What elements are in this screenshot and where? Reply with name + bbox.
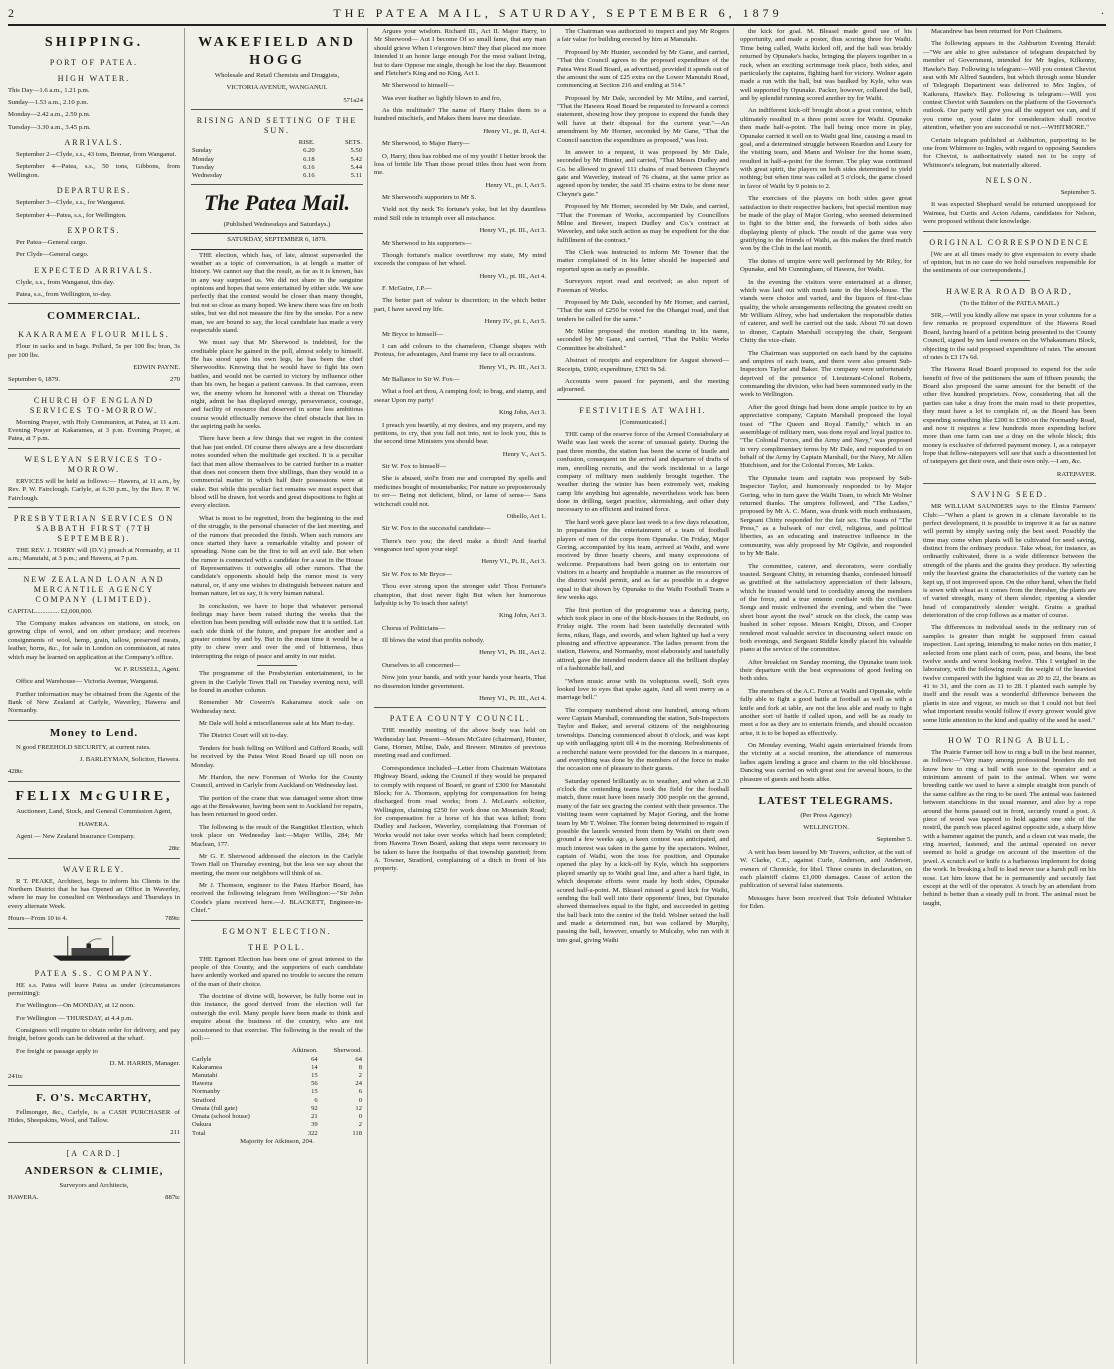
table-cell: 92 bbox=[311, 1104, 318, 1112]
felix-text: Auctioneer, Land, Stock, and General Commission Agent, bbox=[16, 808, 172, 816]
table-cell: 24 bbox=[355, 1080, 362, 1088]
festivities-paragraph: In the evening the visitors were entertained at a dinner, which was laid out with much taste in the block-house. The viands were choice and varied, and the liquors of first-class quality, the whole arrangements reflecting the greatest credit on Mr William Alfrey, who had undertaken the responsible duties of caterer, and well he carried out the task. About 70 sat down to dinner, Captain Marshall occupying the chair, Sergeant Chitty the vice-chair. bbox=[740, 278, 912, 345]
table-row bbox=[191, 1072, 363, 1080]
table-cell: 64 bbox=[311, 1055, 318, 1063]
verse-source: Henry VI., pt. III., Act 3. bbox=[479, 227, 546, 235]
table-row bbox=[191, 1047, 363, 1055]
masthead-title: THE PATEA MAIL, SATURDAY, SEPTEMBER 6, 1879 bbox=[333, 6, 783, 20]
wakefield-address: VICTORIA AVENUE, WANGANUI. bbox=[226, 84, 328, 92]
ss-company-signature: D. M. HARRIS, Manager. bbox=[109, 1060, 180, 1068]
divider bbox=[191, 249, 363, 250]
county-council-heading: PATEA COUNTY COUNCIL. bbox=[389, 714, 531, 724]
ss-company-number: 241tc bbox=[8, 1072, 23, 1080]
verse-line: There's two you; the devil make a third! And fearful vengeance ten! upon your step! bbox=[374, 537, 546, 553]
nelson-heading: NELSON. bbox=[985, 176, 1034, 185]
verse-source: Henry VI., Pt. II., Act 3. bbox=[481, 558, 546, 566]
divider bbox=[8, 858, 180, 859]
table-row bbox=[191, 164, 363, 172]
table-cell: 5.50 bbox=[350, 147, 362, 155]
verse-line: Mr Sherwood to his supporters— bbox=[382, 239, 472, 247]
nz-loan-more: Further information may be obtained from the Agents of the Bank of New Zealand at Carlyle, Waverley, Hawera and Normanby. bbox=[8, 690, 180, 715]
table-row bbox=[191, 1130, 363, 1138]
table-row bbox=[191, 156, 363, 164]
verse-source: Othello, Act 1. bbox=[506, 512, 546, 520]
divider bbox=[8, 781, 180, 782]
presbyterian-text: THE REV. J. TORRY will (D.V.) preach at Normanby, at 11 a.m.; Manutahi, at 3 p.m.; and Hawera, at 7 p.m. bbox=[8, 546, 180, 563]
verse-line: Was ever feather so lightly blown to and fro, bbox=[382, 94, 502, 102]
wakefield-heading: WAKEFIELD AND HOGG bbox=[198, 35, 356, 68]
expected-arrivals-heading: EXPECTED ARRIVALS. bbox=[34, 265, 154, 275]
poll-paragraph: The doctrine of divine will, however, be fully borne out in this instance, the good derived from the election will far outweigh the evil. Many people have been made to think and enquire about the business of the country, who are not accustomed to that exercise. The following is the result of the poll:— bbox=[191, 993, 363, 1042]
table-cell: 0 bbox=[358, 1096, 362, 1104]
editorial-paragraph: What is most to be regretted, from the beginning to the end of the struggle, is the personal character of the last meeting, and of the rumors that preceded the finish. When such rumors are once started they have a remarkable vitality and power of spreading. None can be the first to tell an evil tale. But when the rumor is connected with a candidate for a seat in the House of Representatives it outweighs all other rumors. That the candidate's opponents should help the rumor most is very natural, or, if any one wishes to distinguish between nature and human nature, let us say, it is very human natural. bbox=[191, 514, 363, 598]
card-label: [A CARD.] bbox=[66, 1148, 122, 1158]
editorial-paragraph: We must say that Mr Sherwood is indebted, for the creditable place he gained in the poll, almost solely to himself. He has stood upon his own legs, he has been the chief Sherwoodite. Knowing that he would have to fight his own battles, and would not be carried to victory by influence other than his own, he began a patient canvass. In that canvass, even we, the enemy whom he honored with a threat on Thursday night, admit he has displayed energy, perseverance, courage, and facility of resource that deserved in some less ambitious course would effectually remove the chief obstacle that lies in the aspiring path he seeks. bbox=[191, 339, 363, 431]
festivities-paragraph: The exercises of the players on both sides gave great satisfaction to their respective backers, but special mention may be made of the play of Major Goring, who seemed determined to fight to the bitter end, the forwards of both sides also displaying plenty of pluck. The result of the game was very gratifying to the friends of Waihi, as this makes the third match won by the Club in the last month. bbox=[740, 195, 912, 253]
verse-source: King John, Act 3. bbox=[499, 409, 546, 417]
table-header: RISE. bbox=[298, 139, 315, 147]
verse-source: Henry VI., Pt. III., Act 3. bbox=[479, 363, 546, 371]
festivities-paragraph: The committee, caterer, and decorators, were cordially toasted. Sergeant Chitty, in returning thanks, confessed himself as gratified at the satisfactory appreciation of their labours, which he trusted would tend to cordiality among the members of the force, and a true entente cordiale with the civilians. Songs and music enlivened the evening, and when the "wee short hour ayont the twal" struck on the clock, the camp was hushed in sober repose. Messrs Knight, Dixon, and Cooper rendered most valuable service in discoursing select music on both evenings, and Sergeant Riddle kindly placed his valuable piano at the service of the committee. bbox=[740, 562, 912, 654]
divider bbox=[8, 928, 180, 929]
table-row bbox=[191, 1105, 363, 1113]
high-water-3: Tuesday—3.30 a.m., 3.45 p.m. bbox=[8, 123, 91, 131]
verse-source: Henry VI., pt. I, Act 5. bbox=[485, 181, 546, 189]
divider bbox=[191, 233, 363, 234]
telegram-paragraph: A writ has been issued by Mr Travers, solicitor, at the suit of W. Clarke, C.E., against Curle, Anderson, and Anderson, owners of Chronicle, for libel. Three counts in declaration, on each plaintiff claims £1,000 damages. Cause of action the publication of several false statements. bbox=[740, 848, 912, 890]
column-4 bbox=[557, 28, 734, 1364]
table-cell: 5.42 bbox=[350, 155, 362, 163]
table-cell: Monday bbox=[192, 155, 214, 163]
sun-table bbox=[191, 139, 363, 180]
column-5 bbox=[740, 28, 917, 1364]
festivities-heading: FESTIVITIES AT WAIHI. bbox=[579, 405, 707, 415]
table-row bbox=[191, 139, 363, 147]
verse-line: What a fool art thou, A ramping fool; to brag, and stamp, and swear Upon my party! bbox=[374, 388, 546, 404]
news-paragraph: Mr G. F. Sherwood addressed the electors in the Carlyle Town Hall on Thursday evening, but the less we say about the meeting, the more our neighbors will think of us. bbox=[191, 852, 363, 877]
date-text: September 6, 1879. bbox=[8, 376, 61, 384]
telegram-paragraph: Macandrew has been returned for Port Chalmers. bbox=[931, 28, 1063, 35]
mccarthy-heading: F. O'S. McCARTHY, bbox=[36, 1091, 152, 1104]
divider bbox=[374, 707, 546, 708]
masthead-rule bbox=[8, 24, 1106, 26]
verse-line: O, Harry, thou has robbed me of my youth! I better brook the loss of brittle life Than those proud titles thou hast won from me. bbox=[374, 152, 546, 177]
table-cell: Carlyle bbox=[192, 1055, 212, 1063]
divider bbox=[8, 1142, 180, 1143]
table-cell: 6 bbox=[358, 1088, 362, 1096]
saving-seed-heading: SAVING SEED. bbox=[970, 490, 1049, 500]
flour-mills-date bbox=[8, 376, 180, 384]
expected-arrival-1: Patea, s.s., from Wellington, to-day. bbox=[16, 291, 112, 298]
expected-arrival-0: Clyde, s.s., from Wanganui, this day. bbox=[16, 278, 115, 286]
poll-table bbox=[191, 1047, 363, 1138]
verse-paragraph: Argues your wisdom. Richard III., Act II. Major Harry, to Mr Sherwood— Aut I become Of so small fame, that any man should grieve When I o'ergrown him? they that placed me more Intended it an honor large enough For the most valiant living, but to dare Oppose me single, though he lost the day. Beaumont and Fletcher's King and no King, Act I. bbox=[374, 28, 546, 77]
table-cell: 6.16 bbox=[303, 163, 315, 171]
hawera-road-board-heading: HAWERA ROAD BOARD, bbox=[946, 286, 1073, 296]
council-paragraph: The Clerk was instructed to inform Mr Towner that the matter complained of in his letter should be inspected and reported upon as early as possible. bbox=[557, 249, 729, 273]
council-paragraph: In answer to a request, it was proposed by Mr Dale, seconded by Mr Hunter, and carried, "That Messrs Dudley and Co. be allowed to gravel 111 chains of road between Cheyne's gate and Waverley, instead of 76 chains, at the same price as agreed upon by tender, the said 35 chains extra to be done near Cheyne's gate." bbox=[557, 148, 729, 198]
table-cell: Omata (full gate) bbox=[192, 1104, 238, 1112]
council-paragraph: Accounts were passed for payment, and the meeting adjourned. bbox=[557, 377, 729, 394]
ring-a-bull-paragraph: The Prairie Farmer tell how to ring a bull in the best manner, as follows:—"Very many among professional breeders do not know how to ring a bull with ease to the operator and a minimum amount of pain to the animal. When we were breeding cattle we used to have a simple straight iron punch of the same calibre as the ring to be used. The animal was fastened between stanchions in the usual manner, and also by a rope around the horns passed out in front, securely round a post. A piece of wood was tapered to hold against one side of the nostril, the punch was placed against opposite side, a sharp blow with a hammer against the punch, and a clean cut was made, the ring inserted, fastened, and the animal operated on never seemed to hold a grudge on account of the insertion of the jewel. A scratch awl or knife is a barbarous implement for doing the work. In breaking a bull to lead never use a harsh pull on his nose. Let him know that he is permanently and securely fast except at the will of the operator. A touch by an attendant from behind is better than a steady pull in front. The animal must be taught, bbox=[923, 748, 1096, 907]
mccarthy-number: 211 bbox=[170, 1129, 180, 1137]
news-paragraph: The District Court will sit to-day. bbox=[199, 732, 289, 740]
verse-line: Mr Ballance to Sir W. Fox— bbox=[382, 376, 460, 383]
commercial-heading: COMMERCIAL. bbox=[47, 310, 141, 323]
festivities-paragraph: The first portion of the programme was a dancing party, which took place in one of the block-houses in the Redoubt, on Friday night. The room had been tastefully decorated with ferns, nikau, flags, and swords, and when lighted up had a very pleasing and effective appearance. The ladies present from the station, Hawera, and Normanby, most elaborately and tastefully attired, gave the intended modern dance all the brilliant display of a fashionable ball, and bbox=[557, 606, 729, 673]
export-1: Per Clyde—General cargo. bbox=[16, 251, 89, 259]
table-cell: 15 bbox=[311, 1072, 318, 1079]
steamship-icon bbox=[34, 933, 154, 963]
festivities-paragraph: THE camp of the reserve force of the Armed Constabulary at Waihi was last week the scene of unusual gaiety. During the past three months, the station has been the scene of hustle and confusion, consequent on the arrival and departure of drafts of men, enrolling recruits, and the work incidental to a large company of military men suddenly brought together. The weather during the winter has been extremely wet, making camp life anything but agreeable, nevertheless work has been done in drilling, target practice, skirmishing, and other duty necessary to an efficient and trained force. bbox=[557, 431, 729, 514]
festivities-paragraph: After the good things had been done ample justice to by an appreciative company, Captain Marshall proposed the loyal toast of "The Queen and Royal Family," which in an assemblage of military men, was done royal and loyal justice to. "The Colonial Forces, and the Army and Navy," was proposed in very complimentary terms by Mr Dale, and responded to on behalf of the Army by Captain Marshall, for the Navy, Mr Allen Hutchison, and for the Colonial Forces, Mr Lukis. bbox=[740, 403, 912, 470]
divider bbox=[557, 399, 729, 400]
high-water-heading: HIGH WATER. bbox=[57, 73, 131, 83]
letter-paragraph: SIR,—Will you kindly allow me space in your columns for a few remarks re proposed expenditure of the Hawera Road Board, having heard of a petition being presented to the County Council, signed by ten land owners on the Whakaumaru Block, objecting to the said proposed expenditure of rates. The amount of rates is £3 17s 6d. bbox=[923, 312, 1096, 361]
verse-source: Henry V., Act 5. bbox=[502, 450, 546, 458]
table-cell: 5.44 bbox=[350, 163, 362, 171]
editorial-paragraph: In conclusion, we have to hope that whatever personal feelings may have been raised during the weeks that the election has been pending will subside now that it is settled. Let each side think of the future, and prepare for another and a greater contest by and by. But in the mean time it would be a pity to chew over and over the end of bitterness, thus interrupting the reign of peace and amity in our midst. bbox=[191, 602, 363, 660]
verse-line: Mr Bryce to himself— bbox=[382, 330, 444, 338]
divider bbox=[8, 303, 180, 304]
festivities-paragraph: The duties of umpire were well performed by Mr Riley, for Opunake, and Mr Cunningham, of Hawera, for Waihi. bbox=[740, 257, 912, 274]
table-cell: 21 bbox=[311, 1113, 318, 1121]
divider bbox=[923, 729, 1096, 730]
nz-loan-office: Office and Warehouse— Victoria Avenue, Wanganui. bbox=[16, 678, 159, 686]
telegrams-source: (Per Press Agency) bbox=[800, 811, 852, 819]
felix-heading: FELIX McGUIRE, bbox=[15, 788, 173, 804]
masthead bbox=[8, 6, 1106, 22]
verse-source: Henry VI., pt. III., Act 4. bbox=[479, 272, 546, 280]
verse-line: Ourselves to all concerned— bbox=[382, 661, 460, 669]
nz-loan-text: The Company makes advances on stations, on stock, on growing clips of wool, and on other produce; and receives consignments of wool, hemp, grain, tallow, preserved meats, leather, horns, &c., for sale in London on commission, at rates which may be learned on application at the Company's office. bbox=[8, 620, 180, 661]
original-correspondence-heading: ORIGINAL CORRESPONDENCE bbox=[929, 237, 1090, 247]
table-cell: 56 bbox=[311, 1080, 318, 1088]
council-paragraph: Proposed by Mr Hunter, seconded by Mr Gane, and carried, "That this Council agrees to the proposed expenditure of the Patea West Road Board, as advertised, provided it spends out of the amount the sum of £25 extra on the Lower Manutahi Road, commencing at Section 216 and ending at 514." bbox=[557, 48, 729, 90]
exports-heading: EXPORTS. bbox=[67, 225, 121, 235]
news-paragraph: Mr Hardon, the new Foreman of Works for the County Council, arrived in Carlyle from Auckland on Wednesday last. bbox=[191, 773, 363, 790]
verse-line: I preach you heartily, at my desires, and my prayers, and my petitions, to cry, that you fall not into, not to look you, this is the second time Ministers you should bear. bbox=[374, 421, 546, 446]
table-cell: Normanby bbox=[192, 1088, 221, 1096]
high-water-2: Monday—2.42 a.m., 2.59 p.m. bbox=[8, 111, 91, 119]
nz-loan-signature: W. F. RUSSELL, Agent. bbox=[114, 665, 180, 673]
peake-hours bbox=[8, 915, 180, 923]
majority-line: Majority for Atkinson, 204. bbox=[240, 1137, 314, 1145]
divider bbox=[923, 231, 1096, 232]
table-row bbox=[191, 147, 363, 155]
poll-heading: THE POLL. bbox=[248, 942, 306, 952]
verse-line: Mr Sherwood, to Major Harry— bbox=[382, 140, 470, 148]
table-cell: 322 bbox=[307, 1129, 318, 1137]
sun-heading: RISING AND SETTING OF THE SUN. bbox=[196, 116, 358, 136]
verse-line: Though fortune's malice overthrow my state, My mind exceeds the compass of her wheel. bbox=[374, 251, 546, 268]
wesleyan-heading: WESLEYAN SERVICES TO-MORROW. bbox=[24, 454, 164, 474]
editorial-paragraph: THE election, which has, of late, almost superseded the weather as a topic of conversation, is at length a matter of history. We cannot say that the result, as far as it is known, has in any way surprised us. We did not share in the sanguine opinions and hopes that were entertained by either side. We saw perfectly that the contest would be closer than many thought, but not so close as many hoped. We knew there was fire on both sides, but we did not measure the fire by the smoke. For a new man, we are bound to say, the local candidate has made a very respectable stand. bbox=[191, 251, 363, 334]
table-cell: 118 bbox=[352, 1129, 362, 1137]
flour-mills-heading: KAKARAMEA FLOUR MILLS. bbox=[18, 330, 170, 340]
arrivals-heading: ARRIVALS. bbox=[64, 138, 124, 147]
departure-0: September 3—Clyde, s.s., for Wanganui. bbox=[16, 199, 126, 207]
column-2 bbox=[191, 28, 368, 1364]
festivities-paragraph: The Chairman was supported on each hand by the captains and umpires of each team, and there were also present Sub-Inspectors Taylor and Baker. The company were unfortunately deprived of the presence of Lieutenant-Colonel Roberts, commanding the division, who had been summoned early in the week to Wellington. bbox=[740, 349, 912, 399]
hours-text: Hours—From 10 to 4. bbox=[8, 915, 68, 923]
saving-seed-paragraph: The differences in individual seeds in the ordinary run of samples is greater than might be supposed from casual inspection. Last spring, intending to make notes on this matter, I selected from one plant each of corn, peas, and beans, the best twelve seeds and worst looking twelve. This I weighed in the laboratory, with the following result: the weight of the heaviest twelve compared with the lightest was as 20 to 22, the beans as 41 to 31, and the corn as 11 to 28. I planted each sample by itself and the result was a wonderful difference between the plants in size and vigour, so much so that I could not but feel what important results would follow if every grower would give some little attention to the kind and quality of the seed he used." bbox=[923, 624, 1096, 724]
latest-telegrams-heading: LATEST TELEGRAMS. bbox=[758, 794, 894, 807]
table-cell: Total bbox=[192, 1129, 206, 1137]
news-paragraph: Tenders for bush felling on Wilford and Gifford Roads, will be received by the Patea West Road Board up till noon on Monday. bbox=[191, 744, 363, 769]
anderson-text: Surveyors and Architects, bbox=[59, 1181, 129, 1189]
verse-line: F. McGuire, J.P.— bbox=[382, 285, 432, 292]
verse-line: The better part of valour is discretion; in the which better part, I have saved my life. bbox=[374, 297, 546, 313]
table-cell: 6.18 bbox=[303, 155, 315, 163]
festivities-paragraph: The members of the A.C. Force at Waihi and Opunake, while fully able to fight a good battle at football as well as with a knife and fork at table, are not the less able and ready to fight another sort of battle if called upon, and will be as ready to meet a foe as they are to entertain friends, and should occasion arise, it is to be hoped as effectively. bbox=[740, 687, 912, 737]
table-cell: Stratford bbox=[192, 1096, 216, 1104]
table-cell: Sunday bbox=[192, 147, 212, 155]
wesleyan-text: ERVICES will be held as follows:— Hawera, at 11 a.m., by Rev. P. W. Fairclough. Carlyle, at 6.30 p.m., by the Rev. P. W. Fairclough. bbox=[8, 477, 180, 502]
letter-signature: RATEPAYER. bbox=[1056, 470, 1096, 478]
divider bbox=[740, 788, 912, 789]
paper-logo: The Patea Mail. bbox=[203, 190, 351, 216]
table-header: Sherwood. bbox=[333, 1047, 362, 1055]
wakefield-text: Wholesale and Retail Chemists and Druggists, bbox=[214, 72, 340, 79]
table-row bbox=[191, 1113, 363, 1121]
festivities-subheading: [Communicated.] bbox=[619, 418, 667, 426]
ad-number: 887tc bbox=[165, 1193, 180, 1201]
council-paragraph: The Chairman was authorized to inspect and pay Mr Rogers a fair value for building erected by him at Manutahi. bbox=[557, 28, 729, 44]
verse-line: Ill blows the wind that profits nobody. bbox=[382, 637, 485, 644]
table-row bbox=[191, 1056, 363, 1064]
poll-paragraph: THE Egmont Election has been one of great interest to the people of this County, and the supporters of each candidate have ardently worked and spared no trouble to secure the return of the man of their choice. bbox=[191, 955, 363, 988]
table-row bbox=[191, 172, 363, 180]
divider bbox=[923, 483, 1096, 484]
ss-company-4: For freight or passage apply to bbox=[16, 1047, 98, 1055]
page-number: 2 bbox=[8, 6, 16, 20]
anderson-place bbox=[8, 1194, 180, 1202]
verse-line: Sir W. Fox to Mr Bryce— bbox=[382, 570, 452, 578]
table-cell: Tuesday bbox=[192, 163, 215, 171]
mccarthy-text: Fellmonger, &c., Carlyle, is a CASH PURCHASER of Hides, Sheepskins, Wool, and Tallow. bbox=[8, 1108, 180, 1124]
county-paragraph: Correspondence included—Letter from Chairman Waitotara Highway Board, asking the Council if they would be prepared to comply with request of Board, re grant of £300 for Manutahi Block; for A. Thomson, applying for compensation for being discharged from road works; from J. McLean's solicitor, Wellington, claiming £250 for work done on Mountain Road; for compensation for a horse of his that was killed; from Dudley and Jackson, Waverley, complaining that Foreman of Works would not take over works which had been completed; from Hawera Town Board, asking that steps were necessary to be taken to have the footpaths of that township gazetted; from A. Towner, Stratford, complaining of a ditch in front of his property. bbox=[374, 764, 546, 873]
table-row bbox=[191, 1064, 363, 1072]
column-1 bbox=[8, 28, 185, 1364]
verse-line: Thou ever strong upon the stronger side! Thou Fortune's champion, that dost never fight But when her humorous ladyship is by To teach thee safety! bbox=[374, 583, 546, 607]
council-paragraph: Proposed by Mr Horner, seconded by Mr Dale, and carried, "That the Foreman of Works, accompanied by Councillors Milne and Brewer, inspect Dudley and Co.'s contract at Waverley, and take such action as may be expedient for the due fulfillment of the contract." bbox=[557, 203, 729, 244]
published-note: (Published Wednesdays and Saturdays.) bbox=[223, 220, 331, 228]
presbyterian-heading: PRESBYTERIAN SERVICES ON SABBATH FIRST (7TH SEPTEMBER). bbox=[13, 513, 175, 543]
table-cell: 14 bbox=[311, 1063, 318, 1071]
money-text: N good FREEHOLD SECURITY, at current rates. bbox=[16, 743, 151, 751]
church-heading: CHURCH OF ENGLAND SERVICES TO-MORROW. bbox=[29, 395, 159, 415]
table-cell: 8 bbox=[358, 1063, 362, 1071]
church-text: Morning Prayer, with Holy Communion, at Patea, at 11 a.m. Evening Prayer at Kakaramea, at 3 p.m. Evening Prayer, at Patea, at 7 p.m. bbox=[8, 418, 180, 443]
money-signature: J. BARLEYMAN, Solicitor, Hawera. bbox=[79, 755, 180, 763]
table-cell: Kakaramea bbox=[192, 1063, 223, 1071]
festivities-paragraph: The company numbered about one hundred, among whom were Captain Marshall, commanding the station, Sub-Inspectors Taylor and Baker, and several citizens of the neighbouring townships. Dancing commenced about 8 o'clock, and was kept up with unflagging spirit till 4 in the morning. Refreshments of a recherché nature were provided for the dancers in a marquee, and everything was done by the members of the force to make the occasion one of pleasure to their guests. bbox=[557, 706, 729, 773]
festivities-paragraph: After breakfast on Sunday morning, the Opunake team took their departure with the best expressions of good feeling on both sides. bbox=[740, 658, 912, 683]
council-paragraph: Abstract of receipts and expenditure for August showed—Receipts, £600; expenditure, £783 9s 5d. bbox=[557, 357, 729, 373]
council-paragraph: Proposed by Mr Dale, seconded by Mr Horner, and carried, "That the sum of £250 be voted for the Ohangai road, and that tenders be called for the same." bbox=[557, 298, 729, 323]
table-cell: Oakura bbox=[192, 1121, 212, 1129]
council-paragraph: Mr Milne proposed the motion standing in his name, seconded by Mr Gane, and carried, "That the Public Works Committee be abolished." bbox=[557, 328, 729, 352]
divider bbox=[8, 720, 180, 721]
festivities-verse: "When music arose with its voluptuous swell, Soft eyes looked love to eyes that spake again, And all went merry as a marriage bell." bbox=[557, 677, 729, 702]
peake-text: R T. PEAKE, Architect, begs to inform his Clients in the Northern District that he has Opened an Office in Waverley, where he may be consulted on Wednesdays and Thursdays in every alternate Week. bbox=[8, 877, 180, 910]
ad-number: 270 bbox=[169, 376, 180, 384]
money-number: 428tc bbox=[8, 768, 23, 776]
felix-agent: Agent — New Zealand Insurance Company. bbox=[16, 832, 135, 840]
table-cell: 12 bbox=[355, 1104, 362, 1112]
column-6 bbox=[923, 28, 1100, 1364]
verse-line: Mr Sherwood to himself— bbox=[382, 82, 455, 90]
table-cell: Omata (school house) bbox=[192, 1113, 250, 1121]
verse-source: Henry IV., pt. I., Act 5. bbox=[484, 318, 546, 326]
table-header: Atkinson. bbox=[291, 1047, 318, 1055]
telegram-paragraph: Certain telegram published at Ashburton, purporting to be one from Whitmore to Ingles, with regard to opposing Saunders for Cheviot, is authoritatively stated not to be copy of Whitmore's telegram, but materially altered. bbox=[923, 136, 1096, 169]
table-cell: 2 bbox=[358, 1121, 362, 1129]
divider bbox=[191, 920, 363, 921]
table-header bbox=[191, 139, 271, 147]
issue-date: SATURDAY, SEPTEMBER 6, 1879. bbox=[227, 236, 327, 244]
telegrams-date: September 5. bbox=[876, 836, 912, 844]
money-heading: Money to Lend. bbox=[49, 726, 139, 739]
verse-line: Sir W. Fox to the successful candidate— bbox=[382, 525, 491, 533]
verse-line: I can add colours to the chameleon, Change shapes with Proteus, for advantages, And frame my face to all occasions. bbox=[374, 342, 546, 359]
telegrams-place: WELLINGTON. bbox=[803, 824, 849, 831]
telegram-paragraph: Messages have been received that Tole defeated Whitaker for Eden. bbox=[740, 894, 912, 910]
ss-company-3: Consignees will require to obtain order for delivery, and pay freight, before goods can be delivered at the wharf. bbox=[8, 1027, 180, 1043]
masthead-mark: · bbox=[1100, 6, 1106, 20]
table-row bbox=[191, 1088, 363, 1096]
nelson-date: September 5. bbox=[1060, 189, 1096, 196]
correspondence-note: [We are at all times ready to give expression to every shade of opinion, but in no case do we hold ourselves responsible for the sentiments of our correspondents.] bbox=[923, 250, 1096, 275]
news-paragraph: Remember Mr Cowern's Kakaramea stock sale on Wednesday next. bbox=[191, 699, 363, 715]
ring-a-bull-heading: HOW TO RING A BULL. bbox=[948, 735, 1071, 745]
departures-heading: DEPARTURES. bbox=[56, 186, 132, 196]
table-cell: 0 bbox=[358, 1113, 362, 1121]
ss-company-1: For Wellington—On MONDAY, at 12 noon. bbox=[16, 1002, 135, 1010]
council-paragraph: Proposed by Mr Dale, seconded by Mr Milne, and carried, "That the Hawera Road Board be requested to forward a correct statement, showing how they propose to expend the funds they will have at their disposal for the current year."—An amendment by Mr Horner, seconded by Mr Gane, "That the Council sanction the expenditure as proposed," was lost. bbox=[557, 94, 729, 144]
ss-company-2: For Wellington — THURSDAY, at 4.4 p.m. bbox=[16, 1014, 133, 1022]
flour-mills-signature: EDWIN PAYNE. bbox=[133, 363, 180, 371]
table-cell: Manutahi bbox=[192, 1072, 218, 1079]
port-heading: PORT OF PATEA. bbox=[49, 57, 139, 67]
news-paragraph: The following is the result of the Rangitikei Election, which took place on Wednesday last:—Major Willis, 284; Mr Maclean, 177. bbox=[191, 823, 363, 848]
verse-source: Henry VI., Pt. III., Act 2. bbox=[479, 649, 546, 657]
county-paragraph: THE monthly meeting of the above body was held on Wednesday last. Present—Messrs McGuire (chairman), Hunter, Gane, Horner, Milne, Dale, and Brewer. Minutes of previous meeting read and confirmed. bbox=[374, 727, 546, 760]
verse-source: Henry VI., Pt. III., Act 4. bbox=[479, 694, 546, 702]
divider bbox=[8, 448, 180, 449]
table-cell: 39 bbox=[311, 1121, 318, 1129]
news-paragraph: Mr Dale will hold a miscellaneous sale at his Mart to-day. bbox=[199, 720, 355, 728]
verse-line: Yield not thy neck To fortune's yoke, but let thy dauntless mind Still ride in triumph over all mischance. bbox=[374, 206, 546, 222]
egmont-heading: EGMONT ELECTION. bbox=[222, 926, 332, 936]
divider bbox=[8, 507, 180, 508]
ss-company-text: HE s.s. Patea will leave Patea as under (circumstances permitting): bbox=[8, 981, 180, 997]
verse-line: Now join your hands, and with your hands your hearts, That no dissension hinder government. bbox=[374, 674, 546, 690]
verse-line: Sir W. Fox to himself— bbox=[382, 463, 447, 470]
capital-line: CAPITAL.............. £2,000,000. bbox=[8, 607, 93, 615]
verse-line: As this multitude? The name of Harry Hales them to a hundred mischiefs, and Makes them leave me desolate. bbox=[374, 107, 546, 123]
table-cell: 6.20 bbox=[303, 147, 315, 155]
telegram-paragraph: The following appears in the Ashburton Evening Herald:—"We are able to give substance of telegram despatched by member of Government, intended for Mr Ingles, Kilkenny, Hawke's Bay. Following is telegram:—Will you contest Cheviot seat with Mr Alfred Saunders, but which through some blunder of Telegraph Department was delivered to Mrs Ingles, of Kaikoura, Hawke's Bay. Following is telegram:—Will you contest Cheviot with Saunders on the platform of the Governor's outlook. Our party will give you all the support we can, and if you come on, your claim for consideration shall receive attention, whether you are successful or not.—WHITMORE." bbox=[923, 40, 1096, 132]
place-text: HAWERA. bbox=[8, 1193, 39, 1201]
verse-source: King John, Act 3. bbox=[499, 612, 546, 620]
table-cell: Hawera bbox=[192, 1080, 213, 1088]
arrival-1: September 4—Patea, s.s., 50 tons, Gibbons, from Wellington. bbox=[8, 163, 180, 179]
shipping-heading: SHIPPING. bbox=[44, 35, 144, 50]
felix-number: 28tc bbox=[168, 845, 180, 853]
table-cell: 2 bbox=[358, 1072, 362, 1079]
festivities-paragraph: An indifferent kick-off brought about a great contest, which ultimately resulted in a three point score for Waihi. Opunake then made half-a-point. The ball being once more in play, Opunake carried it well on to Waihi goal line, causing a maul in goal, and a determined struggle between Reardon and Leary for the visiting team, and Mann and Wolner for the home team, resulted in half-a-point for the former. The play was continued with great spirit, the players on both sides determined to yield nothing; but when time was called at 5 o'clock, the game closed in favor of Waihi by 9 points to 2. bbox=[740, 107, 912, 190]
verse-line: Chorus of Politicians— bbox=[382, 624, 446, 632]
table-cell: Wednesday bbox=[192, 172, 223, 180]
divider bbox=[191, 184, 363, 185]
columns bbox=[8, 28, 1106, 1364]
telegram-paragraph: It was expected Shephard would be returned unopposed for Waimea, but Curtis and Acton Adams, candidates for Nelson, were proposed without their knowledge. bbox=[923, 201, 1096, 226]
table-cell: 15 bbox=[311, 1088, 318, 1096]
festivities-paragraph: Saturday opened brilliantly as to weather, and when at 2.30 o'clock the contending teams took the field for the football match, there must have been nearly 300 people on the ground, many of the fair sex gracing the contest with their presence. The visiting team were captained by Major Goring, and the home team by Mr T. Wolner. The former being determined to regain if possible the laurels wrested from them by Waihi on their own ground a few weeks ago, a keen contest was anticipated, and much interest was taken in the game by the spectators. Wolner, captain of Waihi, won the toss for position, and Opunake opened the play by a kick-off by Kyle, which his supporters played smartly up to Waihi goal line, and after a hard fight, in which desperate efforts were made by both sides, Opunake scored half-a-point. M. Bleasel missed a good kick for Waihi, sending the ball well into their opponents' lines, but Opunake showed themselves equal to the fight, and succeeded in getting the ball back into the centre of the field. Wolner seized the ball and made a determined run, but was collared by Murphy, passing the ball, however, smartly to Mulcahy, who ran with it into goal, giving Waihi bbox=[557, 777, 729, 944]
high-water-1: Sunday—1.53 a.m., 2.10 p.m. bbox=[8, 98, 89, 106]
table-cell: 6.16 bbox=[303, 172, 315, 180]
festivities-paragraph: the kick for goal. M. Bleasel made good use of his opportunity, and made a poster, thus scoring three for Waihi. Time being called, Waihi kicked off, and the ball was briskly returned by Opunake's backs, bringing the players together in a ruck, when an exciting scrimmage took place, both sides, and particularly the captains, fighting hard for victory. Wolner again made a run with the ball, but was baulked by Kyle, who was well supported by Opunake. Packer, however, collared the ball, and by splendid running scored another try for Waihi. bbox=[740, 28, 912, 102]
export-0: Per Patea—General cargo. bbox=[16, 238, 87, 246]
news-paragraph: The portion of the crane that was damaged some short time ago at the Breakwater, having been sent to Auckland for repairs, has been returned in good order. bbox=[191, 794, 363, 819]
divider bbox=[8, 568, 180, 569]
festivities-paragraph: The Opunake team and captain was proposed by Sub-Inspector Taylor, and humorously responded to by Major Goring, who in turn gave the Waihi Team, to which Mr Wolner returned thanks. The umpires followed, and "The Ladies," proposed by Mr A. C. Mann, was drunk with much enthusiasm, Sergeant Chitty responded for the fair sex. The toasts of "The Press," as a bulwark of our civil, religious, and political liberties, as an educating and instructive influence in the community, was ably proposed by Mr Ogilvie, and responded to by Mr Bale. bbox=[740, 474, 912, 558]
arrival-0: September 2—Clyde, s.s., 43 tons, Bonnar, from Wanganui. bbox=[16, 151, 177, 158]
verse-line: Mr Sherwood's supporters to Mr S. bbox=[382, 194, 477, 201]
table-cell: 5.11 bbox=[350, 172, 362, 180]
flour-mills-text: Flour in sacks and in bags. Pollard, 5s per 100 lbs; bran, 3s per 100 lbs. bbox=[8, 343, 180, 359]
table-row bbox=[191, 1097, 363, 1105]
festivities-paragraph: On Monday evening, Waihi again entertained friends from the vicinity at a social reunion, the attendance of numerous ladies again lending a grace and charm to the old blockhouse. Dancing was carried on with great zest for several hours, to the pleasure of guests and hosts alike. bbox=[740, 742, 912, 783]
divider bbox=[990, 280, 1030, 281]
festivities-paragraph: The hard work gave place last week to a few days relaxation, in preparation for the entertainment of a team of football players of men of the corps from Opunake. On Friday, Major Goring, accompanied by his team, arrived at Waihi, and were received by three hearty cheers, and many expressions of welcome. Preparations had been going on to entertain our visitors in a hearty and hospitable a manner as the resources of the district would permit, and as far as possible in a degree equal to that shown by Opunake to the Waihi Football Team a few weeks ago. bbox=[557, 518, 729, 602]
waverley-heading: WAVERLEY. bbox=[63, 864, 125, 874]
nz-loan-heading: NEW ZEALAND LOAN AND MERCANTILE AGENCY COMPANY (LIMITED). bbox=[23, 574, 165, 604]
news-paragraph: The programme of the Presbyterian entertainment, to be given in the Carlyle Town Hall on Tuesday evening next, will be found in another column. bbox=[191, 670, 363, 694]
divider bbox=[8, 1085, 180, 1086]
news-paragraph: Mr J. Thomson, engineer to the Patea Harbor Board, has received the following telegram from Wellington:—"Sir John Coode's plans received here.—J. BLACKETT, Engineer-in-Chief." bbox=[191, 882, 363, 915]
table-cell: 6 bbox=[314, 1096, 318, 1104]
table-row bbox=[191, 1080, 363, 1088]
divider bbox=[191, 109, 363, 110]
divider bbox=[8, 389, 180, 390]
divider bbox=[257, 665, 297, 666]
hawera-road-board-to: (To the Editor of the PATEA MAIL.) bbox=[960, 299, 1059, 307]
saving-seed-paragraph: MR WILLIAM SAUNDERS says to the Elmira Farmers' Club:—"When a plant is grown in a climate favorable to its perfect development, it is possible to improve it as far as nature will permit by simply saving only the best seed. Possibly the time may come when plants will be cultivated for seed saving, distinct from the ordinary produce. Take wheat, for instance, as ordinarily cultivated, there is a wide difference between the strength of the plants and the grains they produce. By selecting only the heaviest grains the characteristics of the variety can be kept up, if not improved upon. On the other hand, when the field is sown with wheat as it comes from the thresher, the plants are of varied strength, many of them slender, ripening a slender head of comparatively slender weight. Grains a gradual deterioration of the crop follows as a matter of course. bbox=[923, 503, 1096, 619]
council-paragraph: Surveyors report read and received; as also report of Foreman of Works. bbox=[557, 278, 729, 294]
letter-paragraph: The Hawera Road Board proposed to expend for the sole benefit of five of the petitioners the sum of fifteen pounds; the Board also proposed the same amount for the benefit of the other five hundred proprietors. Now, considering that all the parties can take a dray from the main road to their properties, they must have a lot to complain of, as the Board has been expending something like £200 to £300 on the Normanby Road, and now it requires a few hundreds more expending before more than one farm can use a dray on the whole block; this money is exclusive of deferred payment money. I, as a ratepayer hope that fellow-ratepayers will see that such a discontented lot of ratepayers get their own, and their own only.—I am, &c. bbox=[923, 366, 1096, 466]
table-header bbox=[191, 1047, 278, 1055]
verse-line: She is abused, stol'n from me and corrupted By spells and medicines bought of mountebanks; For nature so preposterously to err— Being not deficient, blind, or lame of sense— Sans witchcraft could not. bbox=[374, 475, 546, 508]
column-3 bbox=[374, 28, 551, 1364]
wakefield-number: 571a24 bbox=[343, 96, 363, 104]
high-water-0: This Day—1.6 a.m., 1.21 p.m. bbox=[8, 86, 90, 94]
table-cell: 64 bbox=[355, 1055, 362, 1063]
departure-1: September 4—Patea, s.s., for Wellington. bbox=[16, 211, 127, 219]
verse-source: Henry VI., pt. II, Act 4. bbox=[483, 127, 546, 135]
anderson-heading: ANDERSON & CLIMIE, bbox=[24, 1164, 164, 1177]
ss-company-heading: PATEA S.S. COMPANY. bbox=[34, 968, 154, 978]
felix-place: HAWERA. bbox=[78, 820, 110, 828]
editorial-paragraph: There have been a few things that we regret in the contest that has just ended. Of course there always are a few discordant notes sounded when the multitude get excited. It is a peculiar fact that men allow themselves to be carried further in a matter that does not concern them five shillings, than they would in a commercial matter in which half their possessions were at stake. But while this peculiar fact remains we must expect that blood will be drawn, hot words and great dispositions to fight at every election. bbox=[191, 435, 363, 510]
ad-number: 789tc bbox=[165, 915, 180, 923]
table-row bbox=[191, 1121, 363, 1129]
table-header: SETS. bbox=[344, 139, 362, 147]
